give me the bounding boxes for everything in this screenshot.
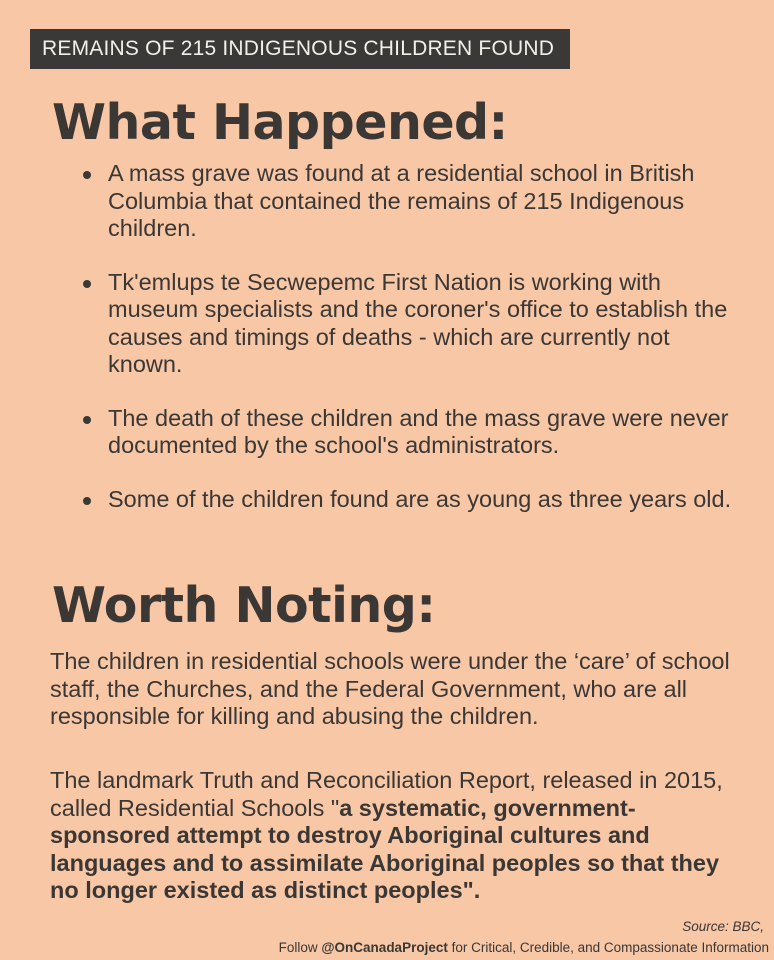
list-item: Some of the children found are as young as three years old.	[108, 486, 748, 514]
report-quote: a systematic, government-sponsored attempt to destroy Aboriginal cultures and languages and to assimilate Aboriginal peoples so that they no longer existed as distinct peoples".	[50, 794, 720, 903]
what-happened-heading: What Happened:	[52, 94, 508, 151]
handle-link[interactable]: @OnCanadaProject	[321, 940, 448, 955]
list-item: Tk'emlups te Secwepemc First Nation is working with museum specialists and the coroner's office to establish the causes and timings of deaths - which are currently not known.	[108, 269, 748, 379]
what-happened-list	[108, 160, 748, 539]
report-intro-text: The landmark Truth and Reconciliation Report, released in 2015, called Residential Schools "	[50, 767, 723, 821]
worth-noting-paragraph-2	[50, 767, 750, 905]
list-item: A mass grave was found at a residential school in British Columbia that contained the remains of 215 Indigenous children.	[108, 160, 748, 243]
worth-noting-heading: Worth Noting:	[52, 577, 436, 634]
follow-prefix: Follow	[278, 940, 322, 955]
source-credit: Source: BBC,	[682, 919, 764, 934]
list-item: The death of these children and the mass grave were never documented by the school's administrators.	[108, 405, 748, 460]
worth-noting-paragraph-1: The children in residential schools were under the ‘care’ of school staff, the Churches, and the Federal Government, who are all responsible for killing and abusing the children.	[50, 648, 730, 729]
follow-suffix: for Critical, Credible, and Compassionate Information	[447, 940, 769, 955]
follow-line	[279, 940, 769, 955]
headline-banner: REMAINS OF 215 INDIGENOUS CHILDREN FOUND	[30, 29, 570, 69]
